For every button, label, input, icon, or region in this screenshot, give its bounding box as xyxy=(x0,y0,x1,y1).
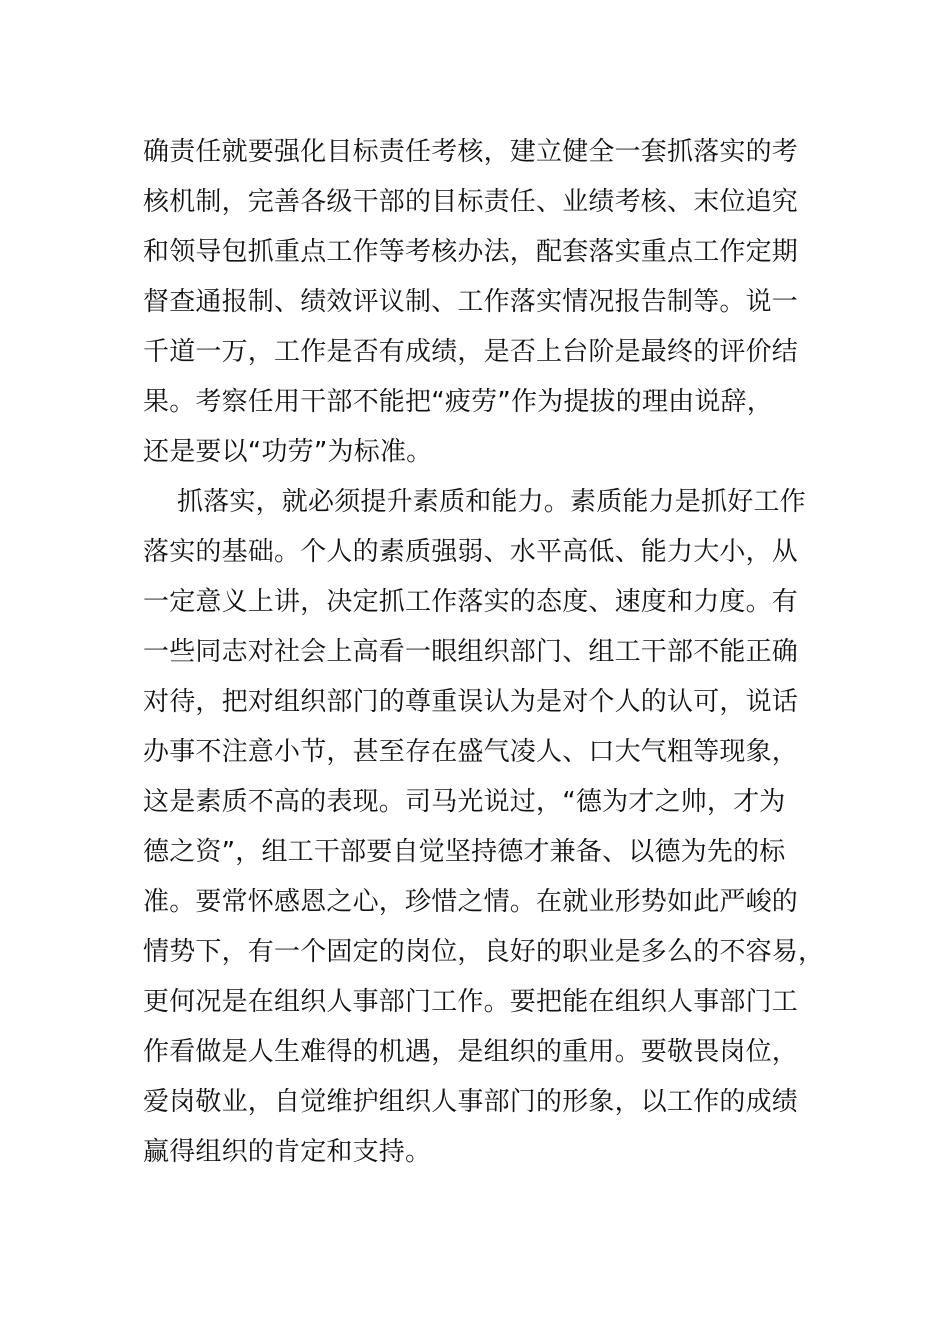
text-line: 一些同志对社会上高看一眼组织部门、组工干部不能正确 xyxy=(143,637,799,667)
text-line: 情势下，有一个固定的岗位，良好的职业是多么的不容易， xyxy=(143,937,825,967)
text-line: 确责任就要强化目标责任考核，建立健全一套抓落实的考 xyxy=(143,137,799,167)
text-line: 果。考察任用干部不能把“疲劳”作为提拔的理由说辞， xyxy=(143,387,773,417)
text-line: 准。要常怀感恩之心，珍惜之情。在就业形势如此严峻的 xyxy=(143,887,799,917)
text-line: 抓落实，就必须提升素质和能力。素质能力是抓好工作 xyxy=(177,487,806,517)
paragraph-1 xyxy=(143,127,808,477)
text-line: 一定意义上讲，决定抓工作落实的态度、速度和力度。有 xyxy=(143,587,799,617)
text-line: 这是素质不高的表现。司马光说过，“德为才之帅，才为 xyxy=(143,787,786,817)
text-line: 督查通报制、绩效评议制、工作落实情况报告制等。说一 xyxy=(143,287,799,317)
text-line: 爱岗敬业，自觉维护组织人事部门的形象，以工作的成绩 xyxy=(143,1087,799,1117)
text-line: 作看做是人生难得的机遇，是组织的重用。要敬畏岗位， xyxy=(143,1037,799,1067)
text-line: 还是要以“功劳”为标准。 xyxy=(143,437,433,467)
text-line: 对待，把对组织部门的尊重误认为是对个人的认可，说话 xyxy=(143,687,799,717)
text-line: 千道一万，工作是否有成绩，是否上台阶是最终的评价结 xyxy=(143,337,799,367)
text-line: 核机制，完善各级干部的目标责任、业绩考核、末位追究 xyxy=(143,187,799,217)
text-line: 德之资”，组工干部要自觉坚持德才兼备、以德为先的标 xyxy=(143,837,786,867)
paragraph-2 xyxy=(143,477,825,1177)
text-line: 赢得组织的肯定和支持。 xyxy=(143,1137,432,1167)
text-line: 更何况是在组织人事部门工作。要把能在组织人事部门工 xyxy=(143,987,799,1017)
document-body xyxy=(143,127,825,1177)
text-line: 办事不注意小节，甚至存在盛气凌人、口大气粗等现象， xyxy=(143,737,799,767)
text-line: 落实的基础。个人的素质强弱、水平高低、能力大小，从 xyxy=(143,537,799,567)
text-line: 和领导包抓重点工作等考核办法，配套落实重点工作定期 xyxy=(143,237,799,267)
